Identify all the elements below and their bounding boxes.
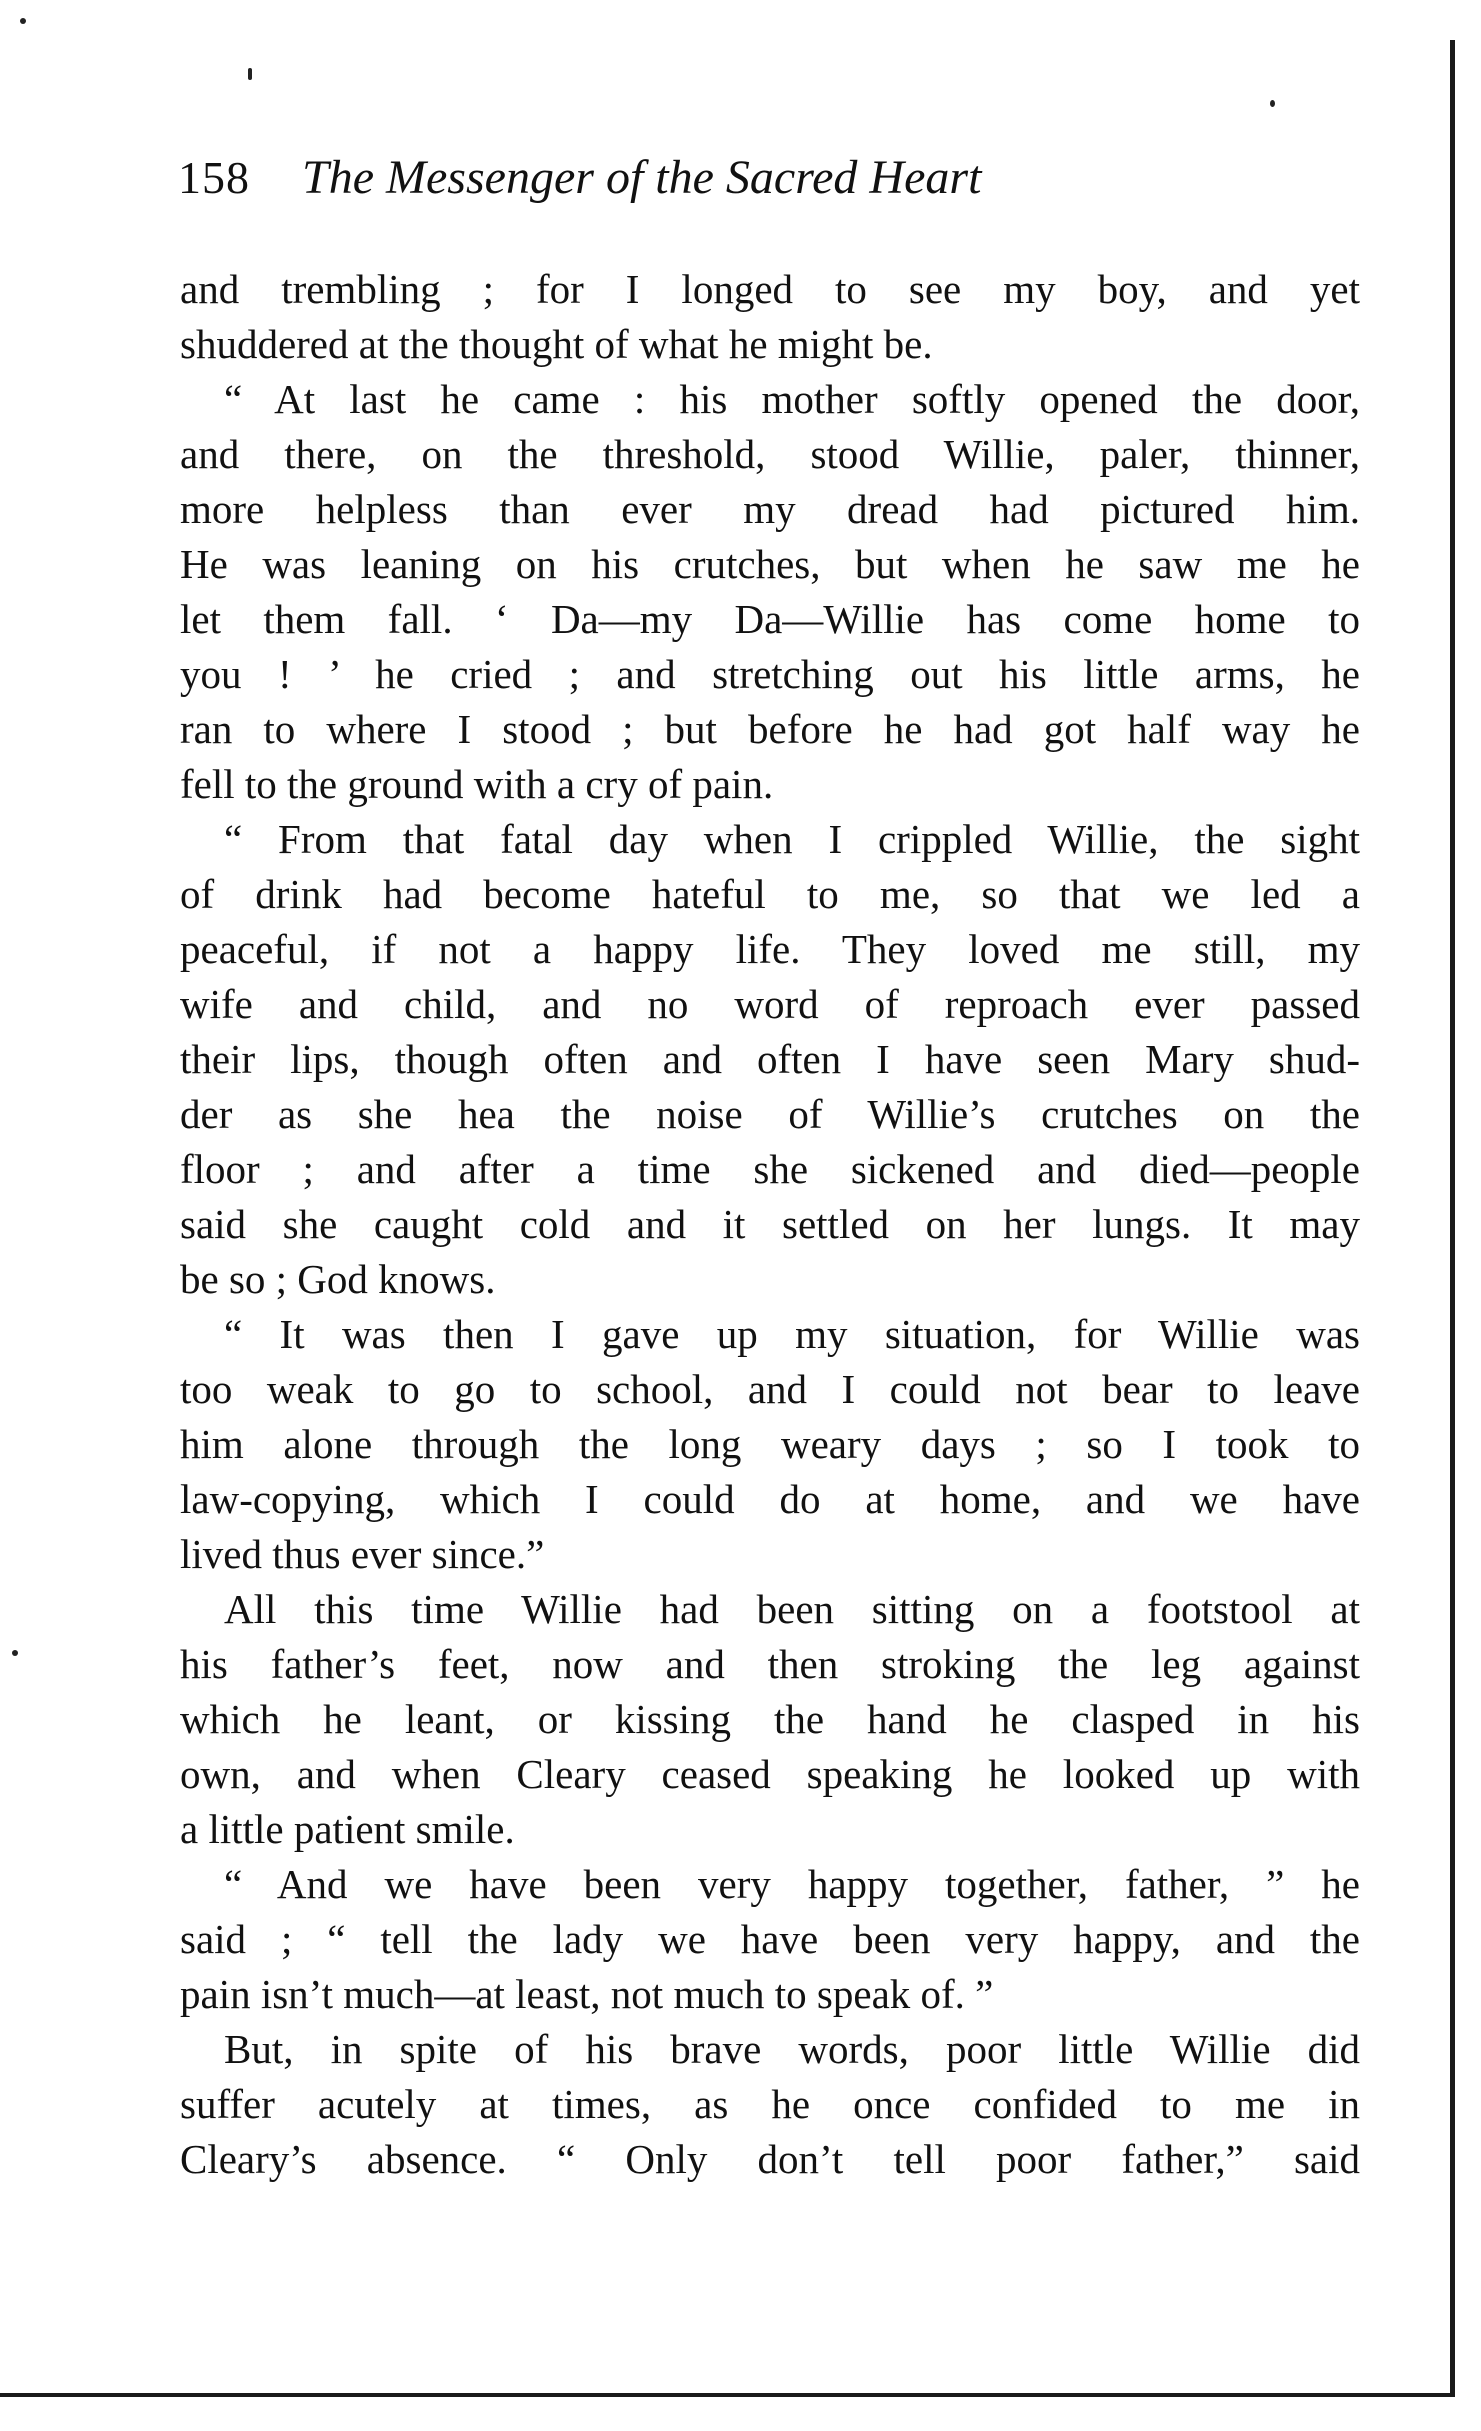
text-line: shuddered at the thought of what he might be. [180, 321, 933, 367]
body-text [180, 262, 1360, 2187]
page-edge-bottom [0, 2393, 1452, 2397]
text-line: law-copying, which I could do at home, and we have [180, 1476, 1360, 1522]
text-line: too weak to go to school, and I could not bear to leave [180, 1366, 1360, 1412]
text-line: his father’s feet, now and then stroking the leg against [180, 1641, 1360, 1687]
text-line: be so ; God knows. [180, 1256, 496, 1302]
text-line: and trembling ; for I longed to see my boy, and yet [180, 266, 1360, 312]
text-line: suffer acutely at times, as he once confided to me in [180, 2081, 1360, 2127]
text-line: ran to where I stood ; but before he had got half way he [180, 706, 1360, 752]
text-line: said she caught cold and it settled on her lungs. It may [180, 1201, 1360, 1247]
text-line: “ From that fatal day when I crippled Willie, the sight [224, 816, 1360, 862]
text-line: him alone through the long weary days ; so I took to [180, 1421, 1360, 1467]
running-head [178, 150, 1358, 220]
text-line: “ It was then I gave up my situation, for Willie was [224, 1311, 1360, 1357]
text-line: more helpless than ever my dread had pictured him. [180, 486, 1360, 532]
text-line: which he leant, or kissing the hand he clasped in his [180, 1696, 1360, 1742]
text-line: But, in spite of his brave words, poor little Willie did [224, 2026, 1360, 2072]
text-line: “ At last he came : his mother softly opened the door, [224, 376, 1360, 422]
text-line: floor ; and after a time she sickened and died—people [180, 1146, 1360, 1192]
text-line: of drink had become hateful to me, so that we led a [180, 871, 1360, 917]
print-speck [12, 1650, 18, 1656]
print-speck [20, 18, 26, 24]
print-speck [248, 68, 252, 80]
text-line: pain isn’t much—at least, not much to speak of. ” [180, 1971, 994, 2017]
text-line: peaceful, if not a happy life. They loved me still, my [180, 926, 1360, 972]
text-line: let them fall. ‘ Da—my Da—Willie has come home to [180, 596, 1360, 642]
text-line: wife and child, and no word of reproach ever passed [180, 981, 1360, 1027]
text-line: and there, on the threshold, stood Willie, paler, thinner, [180, 431, 1360, 477]
running-title: The Messenger of the Sacred Heart [302, 151, 982, 204]
text-line: a little patient smile. [180, 1806, 515, 1852]
text-line: you ! ’ he cried ; and stretching out his little arms, he [180, 651, 1360, 697]
text-line: He was leaning on his crutches, but when he saw me he [180, 541, 1360, 587]
text-line: “ And we have been very happy together, father, ” he [224, 1861, 1360, 1907]
text-line: said ; “ tell the lady we have been very happy, and the [180, 1916, 1360, 1962]
print-speck [1270, 100, 1275, 107]
text-line: lived thus ever since.” [180, 1531, 545, 1577]
text-line: All this time Willie had been sitting on a footstool at [224, 1586, 1360, 1632]
text-line: own, and when Cleary ceased speaking he looked up with [180, 1751, 1360, 1797]
text-line: their lips, though often and often I have seen Mary shud- [180, 1036, 1360, 1082]
text-line: der as she hea the noise of Willie’s crutches on the [180, 1091, 1360, 1137]
text-line: fell to the ground with a cry of pain. [180, 761, 774, 807]
text-line: Cleary’s absence. “ Only don’t tell poor father,” said [180, 2136, 1360, 2182]
page-number: 158 [178, 152, 250, 203]
page-edge-right [1450, 40, 1455, 2397]
